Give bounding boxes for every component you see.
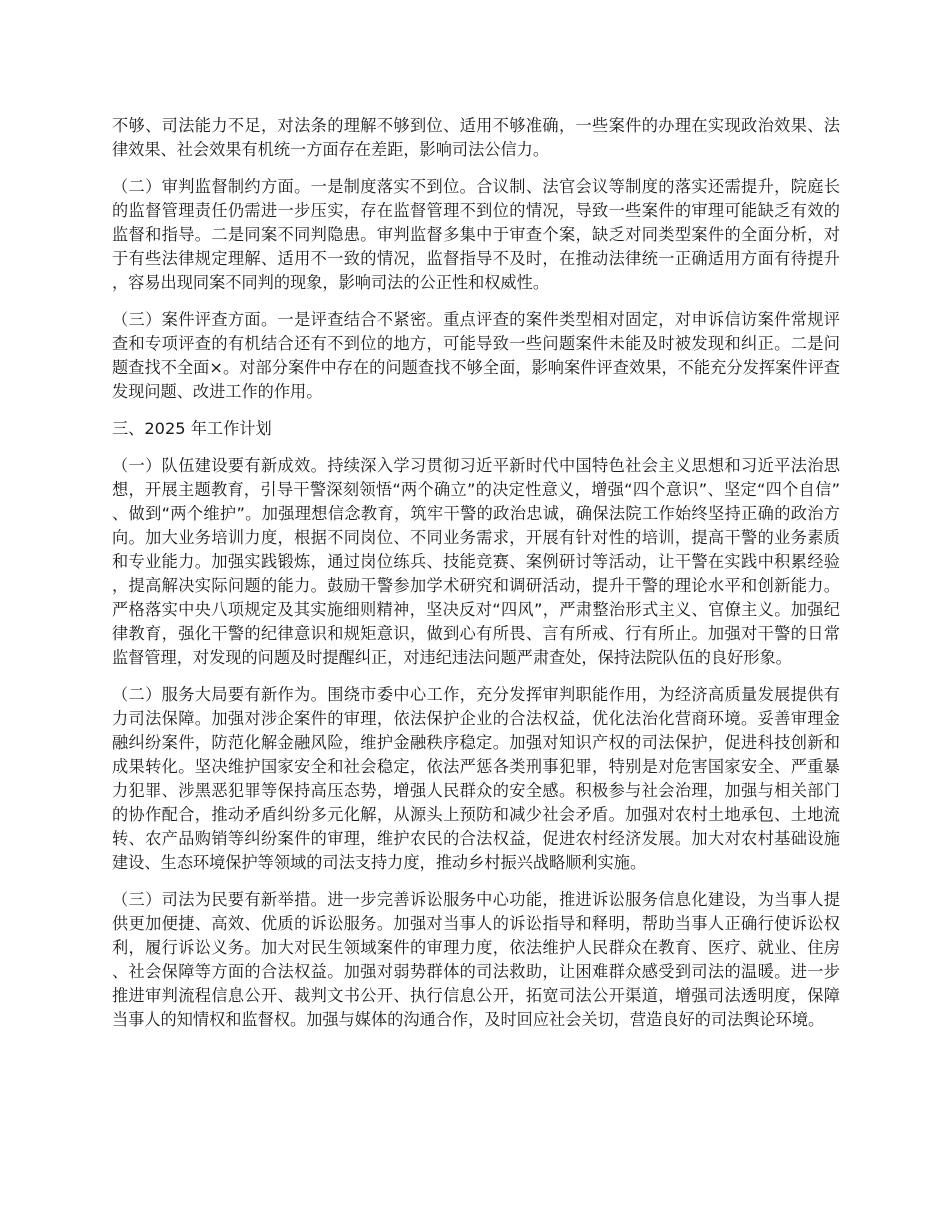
- paragraph-capability-gap: 不够、司法能力不足，对法条的理解不够到位、适用不够准确，一些案件的办理在实现政治效果、法律效果、社会效果有机统一方面存在差距，影响司法公信力。: [112, 116, 840, 159]
- paragraph-case-review: （三）案件评查方面。一是评查结合不紧密。重点评查的案件类型相对固定，对申诉信访案件常规评查和专项评查的有机结合还有不到位的地方，可能导致一些问题案件未能及时被发现和纠正。二是问题查找不全面×。对部分案件中存在的问题查找不够全面，影响案件评查效果，不能充分发挥案件评查发现问题、改进工作的作用。: [112, 310, 840, 401]
- paragraph-serve-overall: （二）服务大局要有新作为。围绕市委中心工作，充分发挥审判职能作用，为经济高质量发展提供有力司法保障。加强对涉企案件的审理，依法保护企业的合法权益，优化法治化营商环境。妥善审理金融纠纷案件，防范化解金融风险，维护金融秩序稳定。加强对知识产权的司法保护，促进科技创新和成果转化。坚决维护国家安全和社会稳定，依法严惩各类刑事犯罪，特别是对危害国家安全、严重暴力犯罪、涉黑恶犯罪等保持高压态势，增强人民群众的安全感。积极参与社会治理，加强与相关部门的协作配合，推动矛盾纠纷多元化解，从源头上预防和减少社会矛盾。加强对农村土地承包、土地流转、农产品购销等纠纷案件的审理，维护农民的合法权益，促进农村经济发展。加大对农村基础设施建设、生态环境保护等领域的司法支持力度，推动乡村振兴战略顺利实施。: [112, 685, 840, 872]
- paragraph-justice-for-people: （三）司法为民要有新举措。进一步完善诉讼服务中心功能，推进诉讼服务信息化建设，为当事人提供更加便捷、高效、优质的诉讼服务。加强对当事人的诉讼指导和释明，帮助当事人正确行使诉讼权利，履行诉讼义务。加大对民生领域案件的审理力度，依法维护人民群众在教育、医疗、就业、住房、社会保障等方面的合法权益。加强对弱势群体的司法救助，让困难群众感受到司法的温暖。进一步推进审判流程信息公开、裁判文书公开、执行信息公开，拓宽司法公开渠道，增强司法透明度，保障当事人的知情权和监督权。加强与媒体的沟通合作，及时回应社会关切，营造良好的司法舆论环境。: [112, 890, 840, 1029]
- paragraph-trial-supervision: （二）审判监督制约方面。一是制度落实不到位。合议制、法官会议等制度的落实还需提升，院庭长的监督管理责任仍需进一步压实，存在监督管理不到位的情况，导致一些案件的审理可能缺乏有效的监督和指导。二是同案不同判隐患。审判监督多集中于审查个案，缺乏对同类型案件的全面分析，对于有些法律规定理解、适用不一致的情况，监督指导不及时，在推动法律统一正确适用方面有待提升，容易出现同案不同判的现象，影响司法的公正性和权威性。: [112, 177, 840, 292]
- paragraph-team-building: （一）队伍建设要有新成效。持续深入学习贯彻习近平新时代中国特色社会主义思想和习近平法治思想，开展主题教育，引导干警深刻领悟“两个确立”的决定性意义，增强“四个意识”、坚定“四个自信”、做到“两个维护”。加强理想信念教育，筑牢干警的政治忠诚，确保法院工作始终坚持正确的政治方向。加大业务培训力度，根据不同岗位、不同业务需求，开展有针对性的培训，提高干警的业务素质和专业能力。加强实践锻炼，通过岗位练兵、技能竞赛、案例研讨等活动，让干警在实践中积累经验，提高解决实际问题的能力。鼓励干警参加学术研究和调研活动，提升干警的理论水平和创新能力。严格落实中央八项规定及其实施细则精神，坚决反对“四风”，严肃整治形式主义、官僚主义。加强纪律教育，强化干警的纪律意识和规矩意识，做到心有所畏、言有所戒、行有所止。加强对干警的日常监督管理，对发现的问题及时提醒纠正，对违纪违法问题严肃查处，保持法院队伍的良好形象。: [112, 456, 840, 667]
- section-heading-2025-plan: 三、2025 年工作计划: [112, 419, 272, 438]
- document-body: [112, 114, 840, 1045]
